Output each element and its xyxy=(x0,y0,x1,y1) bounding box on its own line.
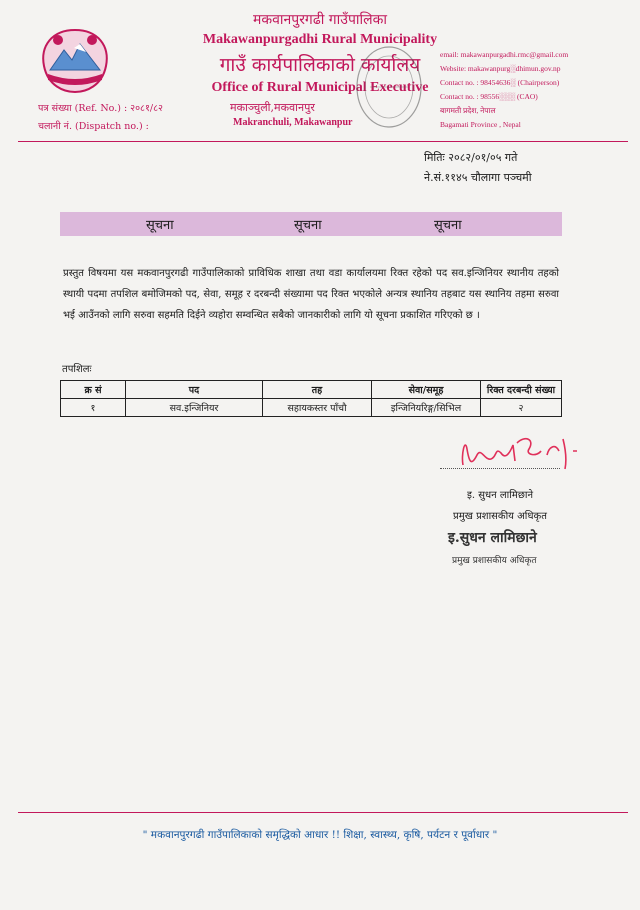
province-en: Bagamati Province , Nepal xyxy=(440,120,521,129)
header-office-en: Office of Rural Municipal Executive xyxy=(211,80,429,95)
cell-vacancies: २ xyxy=(481,399,562,417)
vacancy-table xyxy=(60,380,562,417)
table-row xyxy=(61,399,562,417)
reference-block xyxy=(38,100,163,136)
contact-email: email: makawanpurgadhi.rmc@gmail.com xyxy=(440,50,569,59)
header-address-np: मकाञ्चुली,मकवानपुर xyxy=(230,101,315,114)
header-address-en: Makranchuli, Makawanpur xyxy=(233,117,353,128)
signatory-name: इ. सुधन लामिछाने xyxy=(467,490,533,501)
contact-chairperson: Contact no. : 98454636░ (Chairperson) xyxy=(440,78,560,87)
date-block xyxy=(424,148,532,188)
col-level: तह xyxy=(263,381,372,399)
cell-service: इन्जिनियरिङ्ग/सिभिल xyxy=(372,399,481,417)
header-divider xyxy=(18,141,628,142)
notice-title-1: सूचना xyxy=(146,218,174,233)
footer-slogan: " मकवानपुरगढी गाउँपालिकाको समृद्धिको आधार !! शिक्षा, स्वास्थ्य, कृषि, पर्यटन र पूर्वाधार " xyxy=(142,829,498,841)
header-name-en: Makawanpurgadhi Rural Municipality xyxy=(202,32,438,47)
col-post: पद xyxy=(126,381,263,399)
table-header-row xyxy=(61,381,562,399)
contact-block xyxy=(440,48,568,132)
date-nepal-sambat: ने.सं.११४५ चौलागा पञ्चमी xyxy=(424,171,532,184)
notice-title-3: सूचना xyxy=(434,218,462,233)
notice-title-band xyxy=(60,212,562,236)
notice-title-2: सूचना xyxy=(294,218,322,233)
col-sn: क्र सं xyxy=(61,381,126,399)
signatory-title: प्रमुख प्रशासकीय अधिकृत xyxy=(453,511,547,522)
cell-post: सव.इन्जिनियर xyxy=(126,399,263,417)
col-service: सेवा/समूह xyxy=(372,381,481,399)
contact-website: Website: makawanpurg░dhimun.gov.np xyxy=(440,64,561,73)
province-np: बागमती प्रदेश, नेपाल xyxy=(440,106,496,115)
header-office-np: गाउँ कार्यपालिकाको कार्यालय xyxy=(219,54,421,76)
details-label: तपशिलः xyxy=(62,364,92,375)
date-bs: मितिः २०८२/०१/०५ गते xyxy=(424,151,518,164)
notice-body: प्रस्तुत विषयमा यस मकवानपुरगढी गाउँपालिकाको प्राविधिक शाखा तथा वडा कार्यालयमा रिक्त रहेको पद सव.इन्जिनियर स्थानीय तहको स्थायी पदमा तपशिल बमोजिमको पद, सेवा, समूह र दरबन्दी संख्यामा पद रिक्त भएकोले अन्यत्र स्थानिय तहबाट यस स्थानिय तहमा सरुवा भई आउँनको लागि सरुवा सहमति दिईने व्यहोरा सम्वन्धित सबैको जानकारीको लागि यो सूचना प्रकाशित गरिएको छ । xyxy=(63,268,559,321)
signature-line xyxy=(440,468,560,469)
cell-level: सहायकस्तर पाँचौ xyxy=(263,399,372,417)
dispatch-number: चलानी नं. (Dispatch no.) : xyxy=(38,121,149,132)
stamp-title: प्रमुख प्रशासकीय अधिकृत xyxy=(452,556,537,566)
cell-sn: १ xyxy=(61,399,126,417)
col-vacancies: रिक्त दरबन्दी संख्या xyxy=(481,381,562,399)
stamp-name: इ.सुधन लामिछाने xyxy=(448,530,537,546)
footer-divider xyxy=(18,812,628,813)
ref-number: पत्र संख्या (Ref. No.) : २०८१/८२ xyxy=(38,103,163,114)
header-name-np: मकवानपुरगढी गाउँपालिका xyxy=(252,12,388,28)
office-seal xyxy=(352,42,426,132)
contact-cao: Contact no. : 98556░░░ (CAO) xyxy=(440,92,538,101)
